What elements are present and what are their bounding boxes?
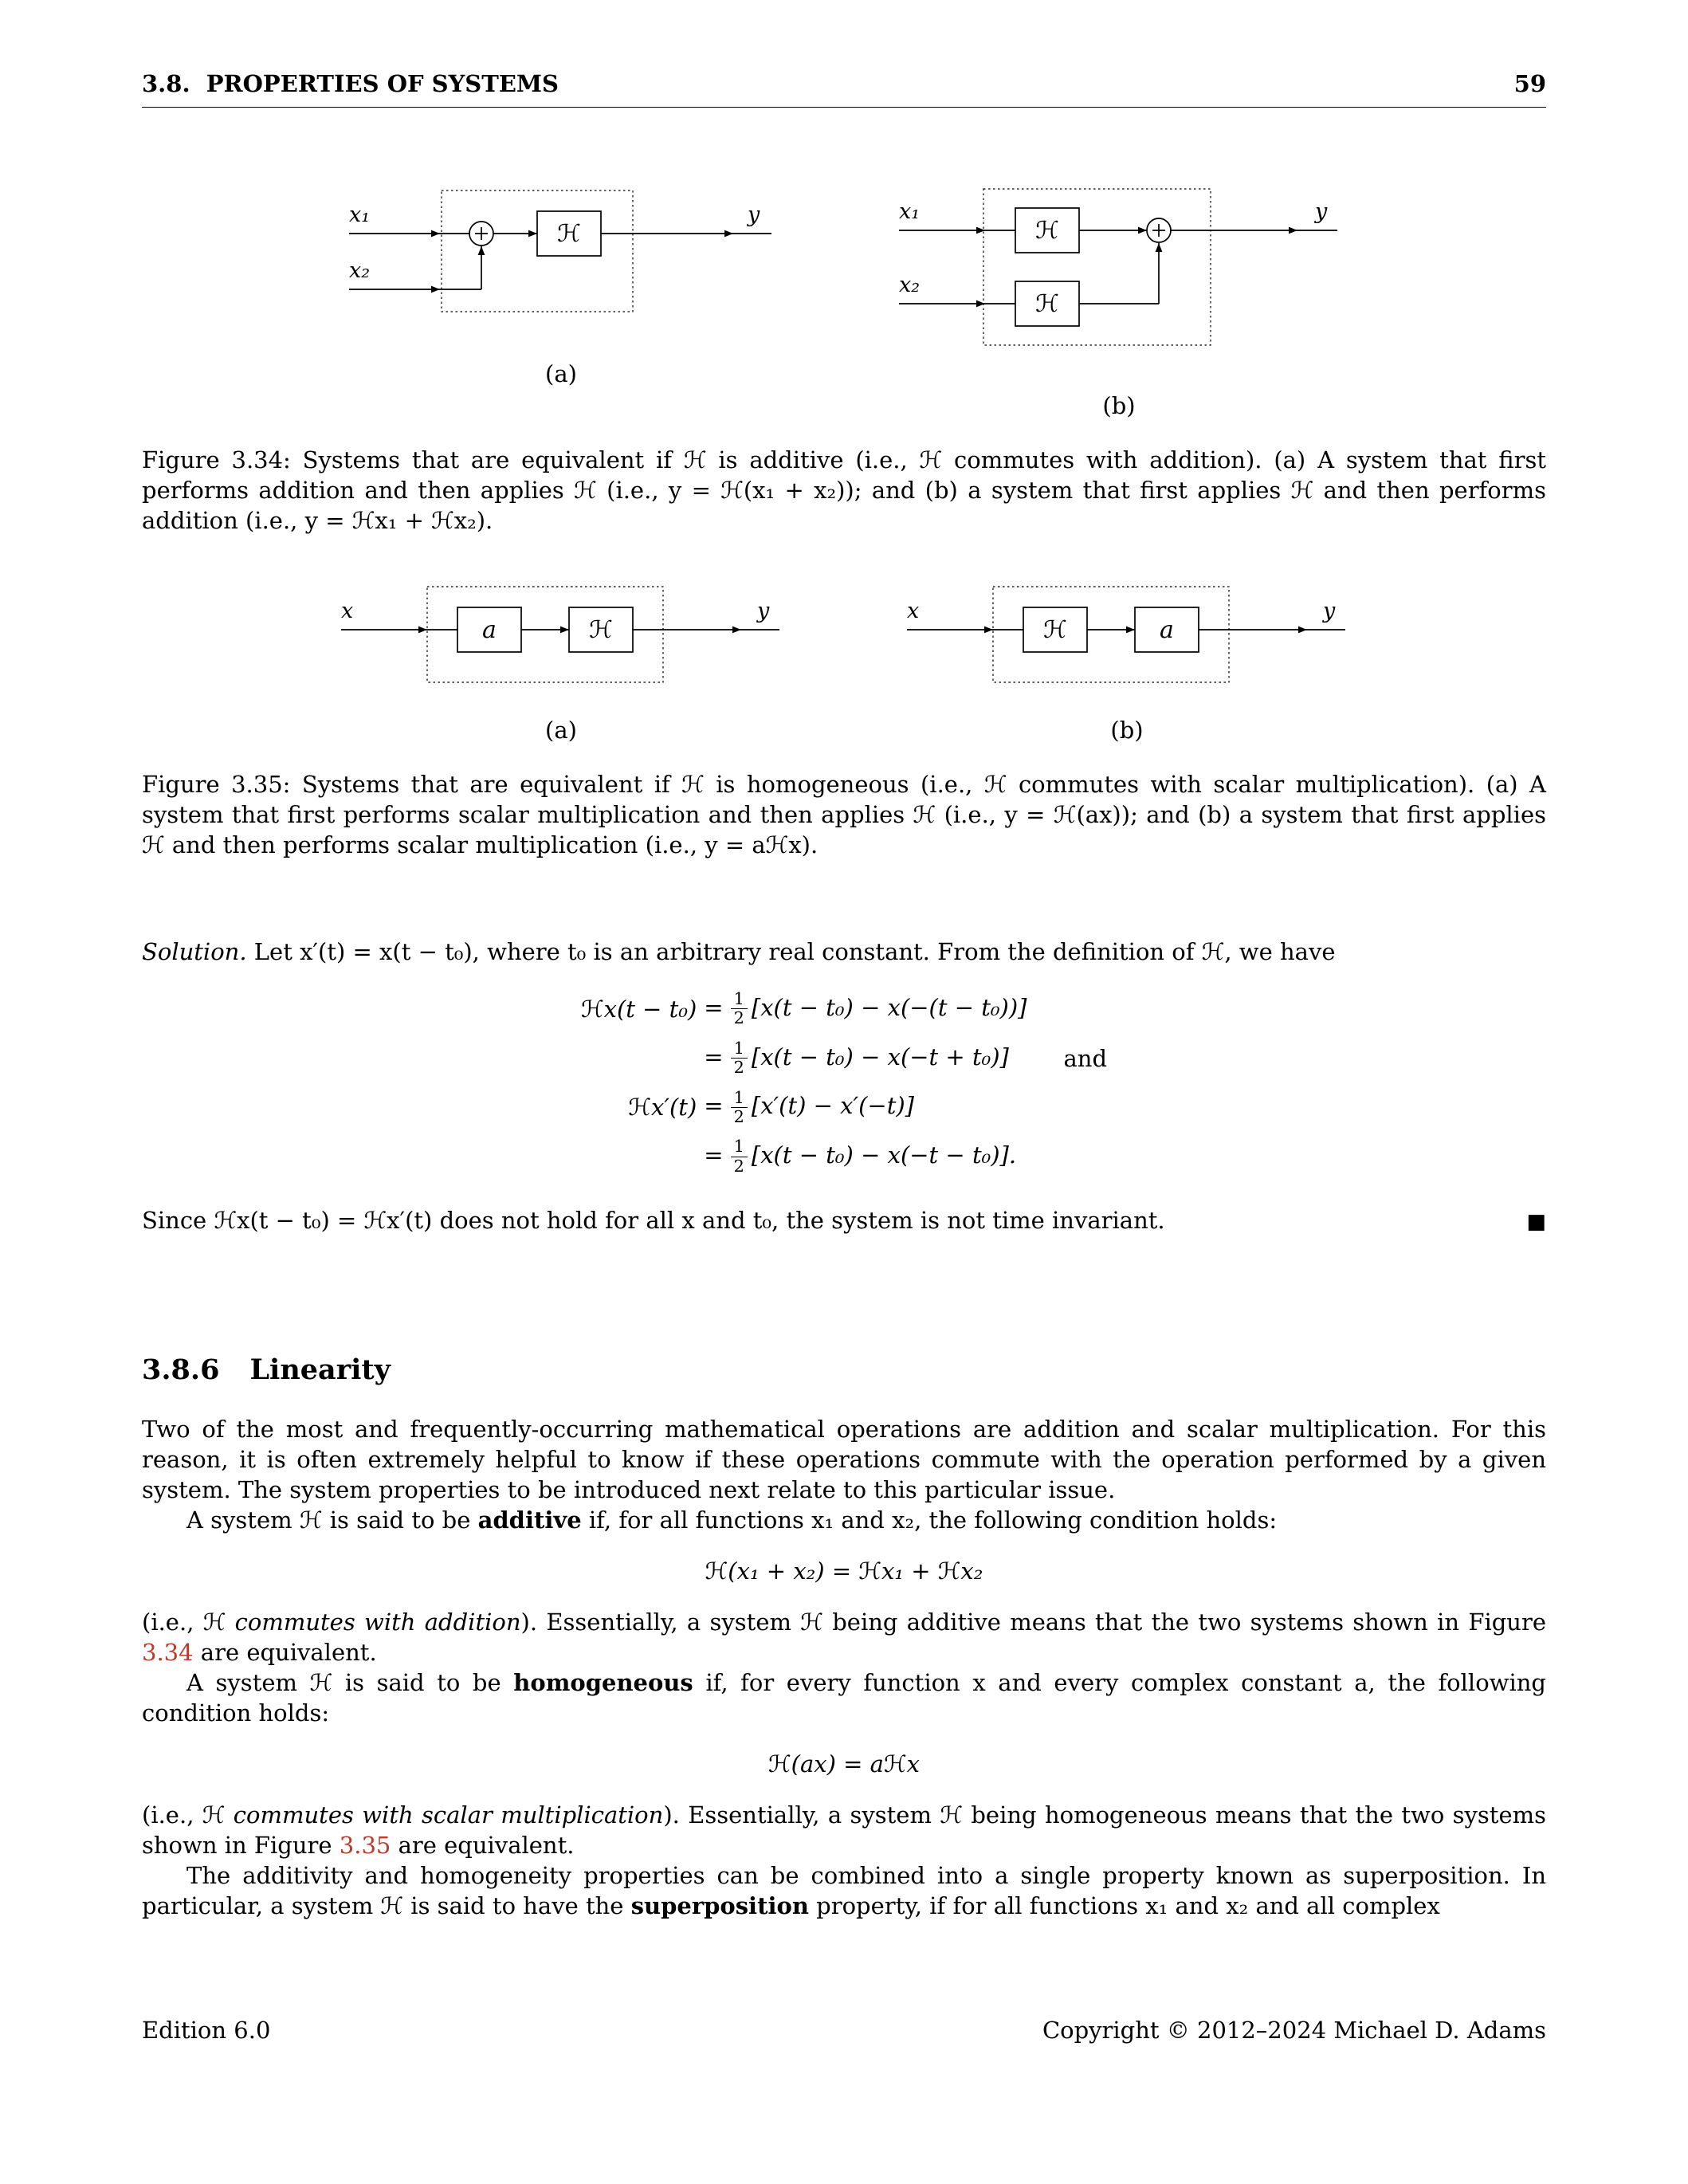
conclusion-line [142, 1205, 1546, 1237]
text-segment: (i.e., ℋ [142, 1609, 235, 1636]
equation-line [581, 1083, 1107, 1133]
text-segment: property, if for all functions x₁ and x₂ and all complex [808, 1892, 1440, 1919]
fraction-one-half: $\frac{1}{2}$ [731, 1089, 748, 1127]
paragraph-homogeneous [142, 1667, 1546, 1728]
copyright-label: Copyright © 2012–2024 Michael D. Adams [1042, 2017, 1546, 2044]
equation-line [581, 1132, 1107, 1181]
edition-label: Edition 6.0 [142, 2017, 271, 2044]
signal-path-x1 [899, 227, 1015, 234]
subfigure-label-a: (a) [545, 360, 577, 387]
figure-3-35 [142, 580, 1546, 745]
paragraph-linearity-intro: Two of the most and frequently-occurring mathematical operations are addition and scalar multiplication. For this reason, it is often extremely helpful to know if these operations commute with the operation performed by a given system. The system properties to be introduced next relate to this particular issue. [142, 1416, 1546, 1503]
figure-ref-3-34[interactable]: 3.34 [142, 1639, 194, 1666]
output-wire [1199, 627, 1345, 634]
input-x1-label: x₁ [349, 202, 371, 227]
output-y-label: y [1315, 199, 1328, 224]
output-wire [601, 230, 771, 238]
adder-to-system-wire [493, 230, 537, 238]
output-wire [1171, 227, 1337, 234]
input-x-label: x [341, 599, 354, 623]
figure-3-35a [338, 580, 784, 745]
text-segment: ). Essentially, a system ℋ being additive means that the two systems shown in Figure [520, 1609, 1546, 1636]
equation-homogeneous: ℋ(ax) = aℋx [768, 1750, 920, 1777]
equation-note [1027, 1132, 1107, 1181]
term-additive: additive [477, 1506, 582, 1534]
page-number: 59 [1513, 70, 1546, 97]
section-number: 3.8.6 [142, 1353, 220, 1386]
equation-lhs: ℋx′(t) [628, 1094, 697, 1121]
phrase-commutes-with-addition: commutes with addition [234, 1609, 521, 1636]
top-branch-wire [1079, 227, 1147, 234]
figure-3-34 [142, 184, 1546, 421]
section-title: Linearity [249, 1353, 391, 1386]
subfigure-label-b: (b) [1102, 392, 1136, 419]
figure-3-35b [904, 580, 1350, 745]
paragraph-commutes-addition [142, 1607, 1546, 1667]
output-wire [633, 627, 779, 634]
system-h-label: ℋ [589, 616, 613, 644]
equation-lhs [581, 1034, 704, 1083]
text-segment: are equivalent. [391, 1832, 575, 1859]
text-segment: if, for every function x and every complex constant a, the following condition holds: [142, 1669, 1546, 1726]
middle-wire [1087, 627, 1135, 634]
input-wire [907, 627, 1023, 634]
figure-3-34b [896, 184, 1342, 421]
system-boundary [983, 189, 1211, 345]
solution-lead: Solution. [142, 938, 247, 965]
signal-path-x1 [349, 230, 469, 238]
signal-path-x2 [899, 300, 1015, 308]
figure-3-34a [346, 184, 776, 389]
term-superposition: superposition [630, 1892, 809, 1919]
gain-a-label: a [482, 616, 497, 644]
text-segment: if, for all functions x₁ and x₂, the following condition holds: [581, 1506, 1278, 1534]
equation-additive: ℋ(x₁ + x₂) = ℋx₁ + ℋx₂ [705, 1557, 983, 1585]
conclusion-text: Since ℋx(t − t₀) = ℋx′(t) does not hold for all x and t₀, the system is not time invariant. [142, 1207, 1165, 1234]
figure-3-35-caption: Figure 3.35: Systems that are equivalent if ℋ is homogeneous (i.e., ℋ commutes with scalar multiplication). (a) A system that first performs scalar multiplication and then applies ℋ (i.e., y = ℋ(ax)); and (b) a system that first applies ℋ and then performs scalar multiplication (i.e., y = aℋx). [142, 771, 1546, 858]
gain-a-label: a [1160, 616, 1174, 644]
input-x-label: x [907, 599, 920, 623]
equation-rhs: = $\frac{1}{2}$ [x(t − t₀) − x(−t − t₀)]. [704, 1137, 1017, 1176]
system-boundary [993, 587, 1229, 682]
text-segment: A system ℋ is said to be [186, 1506, 478, 1534]
adder-icon [1147, 218, 1171, 242]
subfigure-label-a: (a) [545, 717, 577, 744]
middle-wire [521, 627, 569, 634]
term-homogeneous: homogeneous [513, 1669, 693, 1696]
fraction-one-half: $\frac{1}{2}$ [731, 990, 748, 1028]
bottom-branch-wire [1079, 243, 1162, 304]
figure-3-34-caption: Figure 3.34: Systems that are equivalent if ℋ is additive (i.e., ℋ commutes with addition). (a) A system that first performs addition and then applies ℋ (i.e., y = ℋ(x₁ + x₂)); and (b) a system that first applies ℋ and then performs addition (i.e., y = ℋx₁ + ℋx₂). [142, 446, 1546, 534]
system-h-label: ℋ [557, 220, 581, 248]
text-segment: A system ℋ is said to be [186, 1669, 514, 1696]
system-h-label: ℋ [1043, 616, 1067, 644]
equation-rhs: = $\frac{1}{2}$ [x′(t) − x′(−t)] [704, 1087, 914, 1126]
fig-3-34b-diagram [896, 184, 1342, 375]
input-x1-label: x₁ [899, 199, 921, 224]
output-y-label: y [757, 599, 770, 623]
fig-3-35b-diagram [904, 580, 1350, 700]
fig-3-35a-diagram [338, 580, 784, 700]
adder-icon [469, 222, 493, 246]
section-running-head: 3.8. PROPERTIES OF SYSTEMS [142, 70, 559, 97]
section-heading [142, 1353, 1546, 1387]
page-header [142, 69, 1546, 108]
output-y-label: y [748, 202, 760, 227]
figure-ref-3-35[interactable]: 3.35 [339, 1832, 391, 1859]
solution-paragraph [142, 937, 1546, 967]
paragraph-commutes-scalar [142, 1800, 1546, 1860]
text-segment: (i.e., ℋ [142, 1801, 234, 1829]
equation-note [1027, 1083, 1107, 1133]
qed-marker: ■ [1526, 1210, 1546, 1234]
text-segment: The additivity and homogeneity properties can be combined into a single property known as superposition. In particular, a system ℋ is said to have the [142, 1862, 1546, 1919]
equation-note [1027, 984, 1107, 1034]
input-wire [341, 627, 457, 634]
text-segment: ). Essentially, a system ℋ being homogeneous means that the two systems shown in Figure [142, 1801, 1546, 1859]
input-x2-label: x₂ [899, 273, 921, 297]
fig-3-34a-diagram [346, 184, 776, 344]
fraction-one-half: $\frac{1}{2}$ [731, 1137, 748, 1176]
fraction-one-half: $\frac{1}{2}$ [731, 1039, 748, 1078]
system-h-top-label: ℋ [1035, 217, 1059, 245]
equation-note: and [1063, 1044, 1108, 1072]
subfigure-label-b: (b) [1110, 717, 1144, 744]
equation-rhs: = $\frac{1}{2}$ [x(t − t₀) − x(−(t − t₀))] [704, 989, 1027, 1028]
equation-rhs: = $\frac{1}{2}$ [x(t − t₀) − x(−t + t₀)] [704, 1038, 1009, 1078]
paragraph-superposition [142, 1860, 1546, 1921]
output-y-label: y [1323, 599, 1336, 623]
equation-lhs: ℋx(t − t₀) [580, 995, 697, 1023]
input-x2-label: x₂ [349, 258, 371, 283]
equation-line [581, 1034, 1107, 1083]
text-segment: are equivalent. [193, 1639, 377, 1666]
solution-text: Let x′(t) = x(t − t₀), where t₀ is an arbitrary real constant. From the definition of ℋ, we have [246, 938, 1336, 965]
derivation-equations [142, 984, 1546, 1181]
phrase-commutes-with-scalar-multiplication: commutes with scalar multiplication [233, 1801, 664, 1829]
equation-line [581, 984, 1107, 1034]
equation-lhs [581, 1132, 704, 1181]
paragraph-additive [142, 1505, 1546, 1535]
system-boundary [427, 587, 663, 682]
page-footer [142, 2015, 1546, 2045]
system-h-bottom-label: ℋ [1035, 290, 1059, 318]
